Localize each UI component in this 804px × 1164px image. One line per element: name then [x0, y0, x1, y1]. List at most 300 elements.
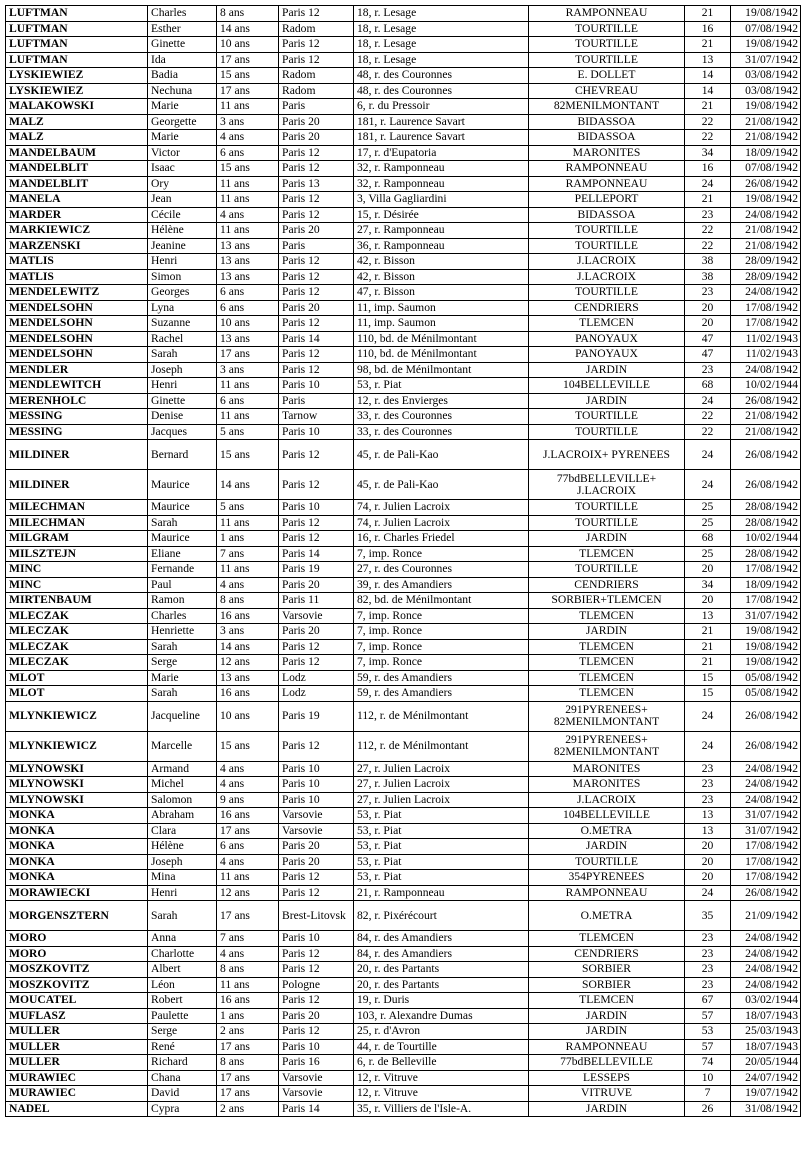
date-cell: 31/07/1942: [731, 808, 801, 824]
table-row: [6, 761, 801, 777]
table-row: [6, 378, 801, 394]
date-cell: 17/08/1942: [731, 316, 801, 332]
birthplace-cell: Paris 19: [279, 701, 354, 731]
surname-cell: MIRTENBAUM: [6, 593, 148, 609]
table-row: [6, 99, 801, 115]
table-row: [6, 808, 801, 824]
first-name-cell: Michel: [148, 777, 217, 793]
age-cell: 2 ans: [217, 1101, 279, 1117]
address-cell: 98, bd. de Ménilmontant: [354, 362, 529, 378]
table-row: [6, 946, 801, 962]
date-cell: 26/08/1942: [731, 440, 801, 470]
school-cell: 77bdBELLEVILLE+ J.LACROIX: [529, 470, 685, 500]
date-cell: 17/08/1942: [731, 593, 801, 609]
date-cell: 28/08/1942: [731, 515, 801, 531]
school-cell: 104BELLEVILLE: [529, 808, 685, 824]
first-name-cell: Marie: [148, 130, 217, 146]
table-row: [6, 37, 801, 53]
age-cell: 17 ans: [217, 823, 279, 839]
school-cell: TLEMCEN: [529, 931, 685, 947]
address-cell: 44, r. de Tourtille: [354, 1039, 529, 1055]
table-row: [6, 470, 801, 500]
date-cell: 24/08/1942: [731, 362, 801, 378]
address-cell: 82, r. Pixérécourt: [354, 901, 529, 931]
convoy-number-cell: 35: [685, 901, 731, 931]
age-cell: 1 ans: [217, 531, 279, 547]
convoy-number-cell: 24: [685, 470, 731, 500]
school-cell: JARDIN: [529, 839, 685, 855]
address-cell: 7, imp. Ronce: [354, 655, 529, 671]
convoy-number-cell: 26: [685, 1101, 731, 1117]
age-cell: 11 ans: [217, 977, 279, 993]
address-cell: 112, r. de Ménilmontant: [354, 731, 529, 761]
age-cell: 14 ans: [217, 470, 279, 500]
birthplace-cell: Paris 12: [279, 362, 354, 378]
table-row: [6, 269, 801, 285]
table-row: [6, 870, 801, 886]
convoy-number-cell: 24: [685, 440, 731, 470]
first-name-cell: Albert: [148, 962, 217, 978]
birthplace-cell: Paris 19: [279, 562, 354, 578]
school-cell: J.LACROIX: [529, 269, 685, 285]
address-cell: 110, bd. de Ménilmontant: [354, 331, 529, 347]
school-cell: JARDIN: [529, 362, 685, 378]
school-cell: TOURTILLE: [529, 285, 685, 301]
first-name-cell: Badia: [148, 68, 217, 84]
address-cell: 21, r. Ramponneau: [354, 885, 529, 901]
first-name-cell: Jacques: [148, 424, 217, 440]
first-name-cell: Fernande: [148, 562, 217, 578]
school-cell: TOURTILLE: [529, 238, 685, 254]
address-cell: 39, r. des Amandiers: [354, 577, 529, 593]
school-cell: LESSEPS: [529, 1070, 685, 1086]
school-cell: BIDASSOA: [529, 114, 685, 130]
school-cell: TOURTILLE: [529, 52, 685, 68]
address-cell: 36, r. Ramponneau: [354, 238, 529, 254]
date-cell: 03/02/1944: [731, 993, 801, 1009]
convoy-number-cell: 25: [685, 500, 731, 516]
convoy-number-cell: 20: [685, 316, 731, 332]
convoy-number-cell: 38: [685, 269, 731, 285]
surname-cell: MUFLASZ: [6, 1008, 148, 1024]
school-cell: TOURTILLE: [529, 424, 685, 440]
first-name-cell: Simon: [148, 269, 217, 285]
birthplace-cell: Paris 12: [279, 962, 354, 978]
surname-cell: MILGRAM: [6, 531, 148, 547]
age-cell: 4 ans: [217, 854, 279, 870]
surname-cell: MLYNOWSKI: [6, 761, 148, 777]
records-table-body: [6, 6, 801, 1117]
age-cell: 11 ans: [217, 870, 279, 886]
surname-cell: NADEL: [6, 1101, 148, 1117]
date-cell: 21/08/1942: [731, 223, 801, 239]
table-row: [6, 1024, 801, 1040]
address-cell: 42, r. Bisson: [354, 254, 529, 270]
birthplace-cell: Paris: [279, 393, 354, 409]
convoy-number-cell: 13: [685, 823, 731, 839]
table-row: [6, 300, 801, 316]
date-cell: 26/08/1942: [731, 731, 801, 761]
school-cell: CHEVREAU: [529, 83, 685, 99]
address-cell: 25, r. d'Avron: [354, 1024, 529, 1040]
convoy-number-cell: 23: [685, 946, 731, 962]
school-cell: SORBIER: [529, 962, 685, 978]
surname-cell: MONKA: [6, 839, 148, 855]
convoy-number-cell: 21: [685, 99, 731, 115]
school-cell: 291PYRENEES+ 82MENILMONTANT: [529, 731, 685, 761]
school-cell: SORBIER+TLEMCEN: [529, 593, 685, 609]
birthplace-cell: Paris 16: [279, 1055, 354, 1071]
birthplace-cell: Paris 20: [279, 854, 354, 870]
birthplace-cell: Paris 12: [279, 731, 354, 761]
address-cell: 48, r. des Couronnes: [354, 68, 529, 84]
first-name-cell: Hélène: [148, 839, 217, 855]
table-row: [6, 285, 801, 301]
school-cell: JARDIN: [529, 1101, 685, 1117]
address-cell: 35, r. Villiers de l'Isle-A.: [354, 1101, 529, 1117]
address-cell: 27, r. Julien Lacroix: [354, 777, 529, 793]
birthplace-cell: Paris 12: [279, 515, 354, 531]
address-cell: 33, r. des Couronnes: [354, 409, 529, 425]
first-name-cell: Lyna: [148, 300, 217, 316]
school-cell: J.LACROIX: [529, 792, 685, 808]
date-cell: 17/08/1942: [731, 562, 801, 578]
table-row: [6, 686, 801, 702]
birthplace-cell: Paris 20: [279, 114, 354, 130]
age-cell: 17 ans: [217, 52, 279, 68]
birthplace-cell: Paris 12: [279, 639, 354, 655]
date-cell: 24/08/1942: [731, 761, 801, 777]
convoy-number-cell: 22: [685, 238, 731, 254]
surname-cell: MONKA: [6, 823, 148, 839]
school-cell: RAMPONNEAU: [529, 885, 685, 901]
table-row: [6, 440, 801, 470]
surname-cell: MLECZAK: [6, 655, 148, 671]
convoy-number-cell: 23: [685, 761, 731, 777]
first-name-cell: Léon: [148, 977, 217, 993]
address-cell: 48, r. des Couronnes: [354, 83, 529, 99]
age-cell: 6 ans: [217, 393, 279, 409]
first-name-cell: Salomon: [148, 792, 217, 808]
address-cell: 12, r. Vitruve: [354, 1086, 529, 1102]
surname-cell: MALZ: [6, 130, 148, 146]
convoy-number-cell: 57: [685, 1039, 731, 1055]
convoy-number-cell: 20: [685, 839, 731, 855]
age-cell: 16 ans: [217, 808, 279, 824]
birthplace-cell: Paris 14: [279, 331, 354, 347]
date-cell: 26/08/1942: [731, 393, 801, 409]
school-cell: TLEMCEN: [529, 993, 685, 1009]
address-cell: 53, r. Piat: [354, 839, 529, 855]
convoy-number-cell: 22: [685, 130, 731, 146]
convoy-number-cell: 14: [685, 83, 731, 99]
birthplace-cell: Paris 10: [279, 931, 354, 947]
birthplace-cell: Pologne: [279, 977, 354, 993]
age-cell: 15 ans: [217, 161, 279, 177]
first-name-cell: Chana: [148, 1070, 217, 1086]
birthplace-cell: Tarnow: [279, 409, 354, 425]
birthplace-cell: Paris 12: [279, 870, 354, 886]
convoy-number-cell: 16: [685, 161, 731, 177]
surname-cell: MLYNOWSKI: [6, 792, 148, 808]
address-cell: 59, r. des Amandiers: [354, 686, 529, 702]
birthplace-cell: Paris 12: [279, 37, 354, 53]
birthplace-cell: Paris 12: [279, 254, 354, 270]
table-row: [6, 6, 801, 22]
address-cell: 17, r. d'Eupatoria: [354, 145, 529, 161]
school-cell: MARONITES: [529, 145, 685, 161]
birthplace-cell: Paris 12: [279, 440, 354, 470]
surname-cell: LUFTMAN: [6, 52, 148, 68]
first-name-cell: Sarah: [148, 901, 217, 931]
address-cell: 74, r. Julien Lacroix: [354, 500, 529, 516]
date-cell: 20/05/1944: [731, 1055, 801, 1071]
age-cell: 3 ans: [217, 114, 279, 130]
convoy-number-cell: 22: [685, 424, 731, 440]
convoy-number-cell: 23: [685, 962, 731, 978]
table-row: [6, 531, 801, 547]
age-cell: 17 ans: [217, 1070, 279, 1086]
birthplace-cell: Paris 10: [279, 424, 354, 440]
first-name-cell: Hélène: [148, 223, 217, 239]
address-cell: 82, bd. de Ménilmontant: [354, 593, 529, 609]
school-cell: CENDRIERS: [529, 946, 685, 962]
convoy-number-cell: 20: [685, 854, 731, 870]
table-row: [6, 316, 801, 332]
birthplace-cell: Paris 12: [279, 470, 354, 500]
first-name-cell: Joseph: [148, 362, 217, 378]
age-cell: 3 ans: [217, 362, 279, 378]
table-row: [6, 176, 801, 192]
birthplace-cell: Paris 12: [279, 285, 354, 301]
table-row: [6, 931, 801, 947]
school-cell: TLEMCEN: [529, 316, 685, 332]
school-cell: O.METRA: [529, 901, 685, 931]
date-cell: 10/02/1944: [731, 378, 801, 394]
address-cell: 6, r. de Belleville: [354, 1055, 529, 1071]
table-row: [6, 639, 801, 655]
convoy-number-cell: 34: [685, 145, 731, 161]
table-row: [6, 424, 801, 440]
date-cell: 24/08/1942: [731, 777, 801, 793]
date-cell: 19/08/1942: [731, 6, 801, 22]
age-cell: 17 ans: [217, 901, 279, 931]
surname-cell: MOSZKOVITZ: [6, 962, 148, 978]
school-cell: RAMPONNEAU: [529, 1039, 685, 1055]
table-row: [6, 331, 801, 347]
date-cell: 31/08/1942: [731, 1101, 801, 1117]
surname-cell: MANDELBLIT: [6, 176, 148, 192]
convoy-number-cell: 23: [685, 285, 731, 301]
school-cell: SORBIER: [529, 977, 685, 993]
birthplace-cell: Lodz: [279, 686, 354, 702]
school-cell: 77bdBELLEVILLE: [529, 1055, 685, 1071]
table-row: [6, 68, 801, 84]
first-name-cell: Henri: [148, 378, 217, 394]
school-cell: 291PYRENEES+ 82MENILMONTANT: [529, 701, 685, 731]
date-cell: 24/08/1942: [731, 285, 801, 301]
address-cell: 7, imp. Ronce: [354, 608, 529, 624]
birthplace-cell: Varsovie: [279, 608, 354, 624]
date-cell: 18/07/1943: [731, 1039, 801, 1055]
date-cell: 21/08/1942: [731, 114, 801, 130]
convoy-number-cell: 13: [685, 52, 731, 68]
first-name-cell: Charles: [148, 6, 217, 22]
school-cell: TLEMCEN: [529, 639, 685, 655]
first-name-cell: Serge: [148, 1024, 217, 1040]
age-cell: 11 ans: [217, 176, 279, 192]
convoy-number-cell: 24: [685, 701, 731, 731]
first-name-cell: Abraham: [148, 808, 217, 824]
age-cell: 11 ans: [217, 223, 279, 239]
age-cell: 15 ans: [217, 440, 279, 470]
surname-cell: MOUCATEL: [6, 993, 148, 1009]
age-cell: 10 ans: [217, 701, 279, 731]
age-cell: 4 ans: [217, 946, 279, 962]
school-cell: JARDIN: [529, 393, 685, 409]
birthplace-cell: Lodz: [279, 670, 354, 686]
table-row: [6, 624, 801, 640]
school-cell: PANOYAUX: [529, 347, 685, 363]
school-cell: BIDASSOA: [529, 130, 685, 146]
age-cell: 5 ans: [217, 500, 279, 516]
first-name-cell: Maurice: [148, 500, 217, 516]
address-cell: 103, r. Alexandre Dumas: [354, 1008, 529, 1024]
address-cell: 53, r. Piat: [354, 854, 529, 870]
surname-cell: MLYNKIEWICZ: [6, 701, 148, 731]
surname-cell: MORO: [6, 946, 148, 962]
birthplace-cell: Brest-Litovsk: [279, 901, 354, 931]
table-row: [6, 962, 801, 978]
date-cell: 28/08/1942: [731, 546, 801, 562]
address-cell: 45, r. de Pali-Kao: [354, 470, 529, 500]
convoy-number-cell: 24: [685, 176, 731, 192]
surname-cell: MLOT: [6, 670, 148, 686]
first-name-cell: Victor: [148, 145, 217, 161]
surname-cell: MARZENSKI: [6, 238, 148, 254]
surname-cell: MENDELEWITZ: [6, 285, 148, 301]
surname-cell: MERENHOLC: [6, 393, 148, 409]
address-cell: 18, r. Lesage: [354, 37, 529, 53]
address-cell: 32, r. Ramponneau: [354, 176, 529, 192]
address-cell: 110, bd. de Ménilmontant: [354, 347, 529, 363]
address-cell: 6, r. du Pressoir: [354, 99, 529, 115]
school-cell: TLEMCEN: [529, 546, 685, 562]
date-cell: 24/08/1942: [731, 977, 801, 993]
surname-cell: MILECHMAN: [6, 500, 148, 516]
birthplace-cell: Paris 12: [279, 946, 354, 962]
date-cell: 31/07/1942: [731, 52, 801, 68]
school-cell: JARDIN: [529, 624, 685, 640]
surname-cell: MATLIS: [6, 269, 148, 285]
first-name-cell: Suzanne: [148, 316, 217, 332]
date-cell: 17/08/1942: [731, 870, 801, 886]
surname-cell: MENDELSOHN: [6, 347, 148, 363]
table-row: [6, 500, 801, 516]
surname-cell: MURAWIEC: [6, 1086, 148, 1102]
school-cell: MARONITES: [529, 777, 685, 793]
birthplace-cell: Paris 10: [279, 378, 354, 394]
age-cell: 16 ans: [217, 686, 279, 702]
first-name-cell: Charlotte: [148, 946, 217, 962]
date-cell: 05/08/1942: [731, 670, 801, 686]
convoy-number-cell: 57: [685, 1008, 731, 1024]
date-cell: 17/08/1942: [731, 300, 801, 316]
school-cell: JARDIN: [529, 1008, 685, 1024]
address-cell: 33, r. des Couronnes: [354, 424, 529, 440]
surname-cell: MORGENSZTERN: [6, 901, 148, 931]
address-cell: 42, r. Bisson: [354, 269, 529, 285]
first-name-cell: Ory: [148, 176, 217, 192]
address-cell: 53, r. Piat: [354, 870, 529, 886]
surname-cell: LUFTMAN: [6, 21, 148, 37]
date-cell: 31/07/1942: [731, 823, 801, 839]
convoy-number-cell: 7: [685, 1086, 731, 1102]
first-name-cell: Armand: [148, 761, 217, 777]
date-cell: 21/08/1942: [731, 238, 801, 254]
surname-cell: MATLIS: [6, 254, 148, 270]
first-name-cell: Ginette: [148, 37, 217, 53]
first-name-cell: Paulette: [148, 1008, 217, 1024]
first-name-cell: Denise: [148, 409, 217, 425]
table-row: [6, 593, 801, 609]
first-name-cell: Maurice: [148, 531, 217, 547]
surname-cell: MENDLEWITCH: [6, 378, 148, 394]
school-cell: TOURTILLE: [529, 500, 685, 516]
table-row: [6, 731, 801, 761]
table-row: [6, 1086, 801, 1102]
age-cell: 11 ans: [217, 99, 279, 115]
birthplace-cell: Paris 12: [279, 531, 354, 547]
table-row: [6, 823, 801, 839]
age-cell: 5 ans: [217, 424, 279, 440]
first-name-cell: Esther: [148, 21, 217, 37]
surname-cell: MALZ: [6, 114, 148, 130]
age-cell: 17 ans: [217, 1086, 279, 1102]
address-cell: 74, r. Julien Lacroix: [354, 515, 529, 531]
address-cell: 7, imp. Ronce: [354, 624, 529, 640]
school-cell: TLEMCEN: [529, 608, 685, 624]
first-name-cell: Isaac: [148, 161, 217, 177]
surname-cell: MANDELBLIT: [6, 161, 148, 177]
age-cell: 15 ans: [217, 68, 279, 84]
table-row: [6, 254, 801, 270]
table-row: [6, 114, 801, 130]
surname-cell: MENDELSOHN: [6, 316, 148, 332]
surname-cell: MULLER: [6, 1055, 148, 1071]
school-cell: TLEMCEN: [529, 655, 685, 671]
date-cell: 21/08/1942: [731, 130, 801, 146]
address-cell: 84, r. des Amandiers: [354, 946, 529, 962]
convoy-number-cell: 23: [685, 207, 731, 223]
surname-cell: MARKIEWICZ: [6, 223, 148, 239]
birthplace-cell: Varsovie: [279, 1070, 354, 1086]
age-cell: 17 ans: [217, 347, 279, 363]
table-row: [6, 1101, 801, 1117]
surname-cell: LYSKIEWIEZ: [6, 68, 148, 84]
age-cell: 11 ans: [217, 378, 279, 394]
surname-cell: MILECHMAN: [6, 515, 148, 531]
birthplace-cell: Paris 12: [279, 993, 354, 1009]
birthplace-cell: Varsovie: [279, 808, 354, 824]
age-cell: 4 ans: [217, 777, 279, 793]
first-name-cell: Henri: [148, 885, 217, 901]
first-name-cell: Jean: [148, 192, 217, 208]
convoy-number-cell: 68: [685, 378, 731, 394]
table-row: [6, 83, 801, 99]
table-row: [6, 192, 801, 208]
school-cell: RAMPONNEAU: [529, 6, 685, 22]
